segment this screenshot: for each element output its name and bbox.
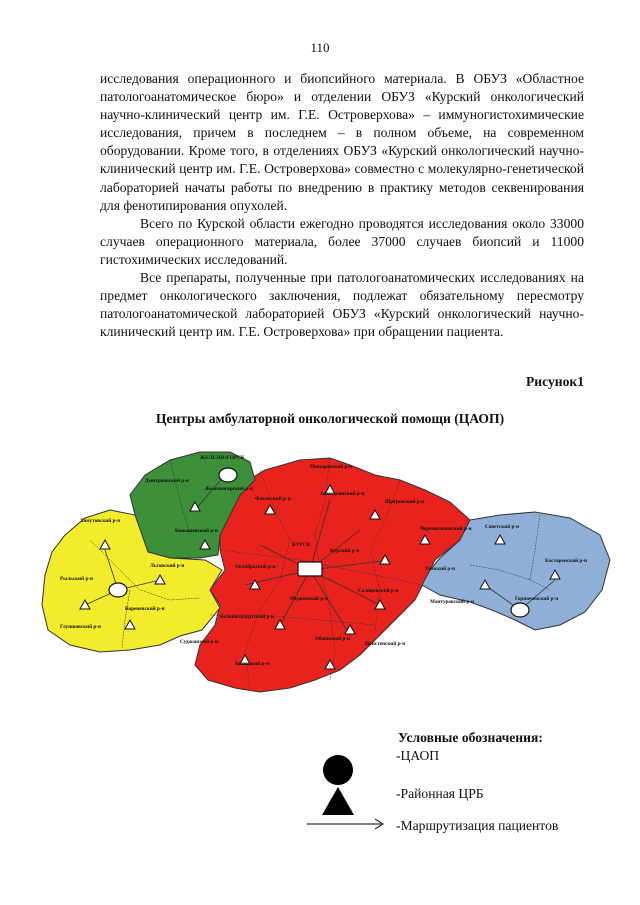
paragraph-2: Всего по Курской области ежегодно проводятся исследования около 33000 случаев операционного материала, более 37000 случаев биопсий и 11000 гистохимических исследований. — [100, 215, 584, 267]
page-number: 110 — [310, 40, 330, 55]
label-medvensky: Медвенский р-н — [290, 596, 328, 602]
paragraph-1: исследования операционного и биопсийного материала. В ОБУЗ «Областное патологоанатомическое бюро» и отделении ОБУЗ «Курский онкологический научно-клинический центр им. Г.Е. Островерхова» – иммуногистохимические исследования, причем в последнем – в полном объеме, на современном оборудовании. Кроме того, в отделениях ОБУЗ «Курский онкологический научно-клинический центр им. Г.Е. Островерхова» совместно с молекулярно-генетической лабораторией начаты работы по внедрению в практику методов секвенирования для фенотипирования опухолей. — [100, 71, 584, 213]
label-solntsevsky: Солнцевский р-н — [358, 588, 399, 594]
label-rylsky: Рыльский р-н — [60, 576, 94, 582]
label-oboyansky: Обоянский р-н — [315, 636, 351, 642]
route-legend-icon — [305, 816, 387, 832]
label-zolotukhinsky: Золотухинский р-н — [320, 491, 365, 497]
label-bolsheoldatsky: Большесолдатский р-н — [220, 614, 274, 620]
label-kursky: Курский р-н — [330, 548, 360, 554]
legend-crb: -Районная ЦРБ — [396, 786, 484, 801]
label-belovsky: Беловский р-н — [235, 661, 270, 667]
figure-label: Рисунок1 — [525, 374, 584, 389]
label-lgovsky: Льговский р-н — [150, 563, 185, 569]
legend-center: -ЦАОП — [396, 748, 440, 763]
label-kursk: КУРСК — [292, 542, 311, 548]
legend-route: -Маршрутизация пациентов — [396, 818, 559, 833]
figure-title: Центры амбулаторной онкологической помощи (ЦАОП) — [155, 411, 505, 426]
label-timsky: Тимский р-н — [425, 566, 456, 572]
label-pristensky: Пристенский р-н — [365, 641, 406, 647]
label-oktyabrsky: Октябрьский р-н — [235, 564, 276, 570]
label-shchigrovsky: Щигровский р-н — [385, 499, 425, 505]
label-dmitrievsky: Дмитриевский р-н — [145, 478, 189, 484]
body-text — [100, 70, 584, 341]
label-gorshechensky: Горшеченский р-н — [515, 596, 559, 602]
label-manturovsky: Мантуровский р-н — [430, 599, 474, 605]
paragraph-3: Все препараты, полученные при патологоанатомических исследованиях на предмет онкологического заключения, подлежат обязательному пересмотру патологоанатомической лабораторией ОБУЗ «Курский онкологический научно-клинический центр им. Г.Е. Островерхова» при обращении пациента. — [100, 270, 584, 340]
label-khomutovsky: Хомутовский р-н — [80, 518, 121, 524]
label-sudzhansky: Суджанский р-н — [180, 639, 219, 645]
label-konyshevsky: Конышевский р-н — [175, 528, 218, 534]
crb-legend-icon — [318, 785, 358, 817]
label-cheremisinovsky: Черемисиновский р-н — [420, 526, 472, 532]
label-glushkovsky: Глушковский р-н — [60, 624, 102, 630]
center-legend-icon — [318, 750, 358, 790]
label-zheleznogorsk: ЖЕЛЕЗНОГОРСК — [200, 455, 245, 461]
label-ponyrovsky: Поныровский р-н — [310, 464, 353, 470]
label-fatezhsky: Фатежский р-н — [255, 496, 291, 502]
region-map — [30, 440, 620, 700]
legend-title: Условные обозначения: — [398, 730, 543, 745]
label-kastorensky: Касторенский р-н — [545, 558, 588, 564]
label-sovetsky: Советский р-н — [485, 524, 520, 530]
label-zheleznogorsky: Железногорский р-н — [205, 486, 253, 492]
label-korenevsky: Кореневский р-н — [125, 606, 165, 612]
